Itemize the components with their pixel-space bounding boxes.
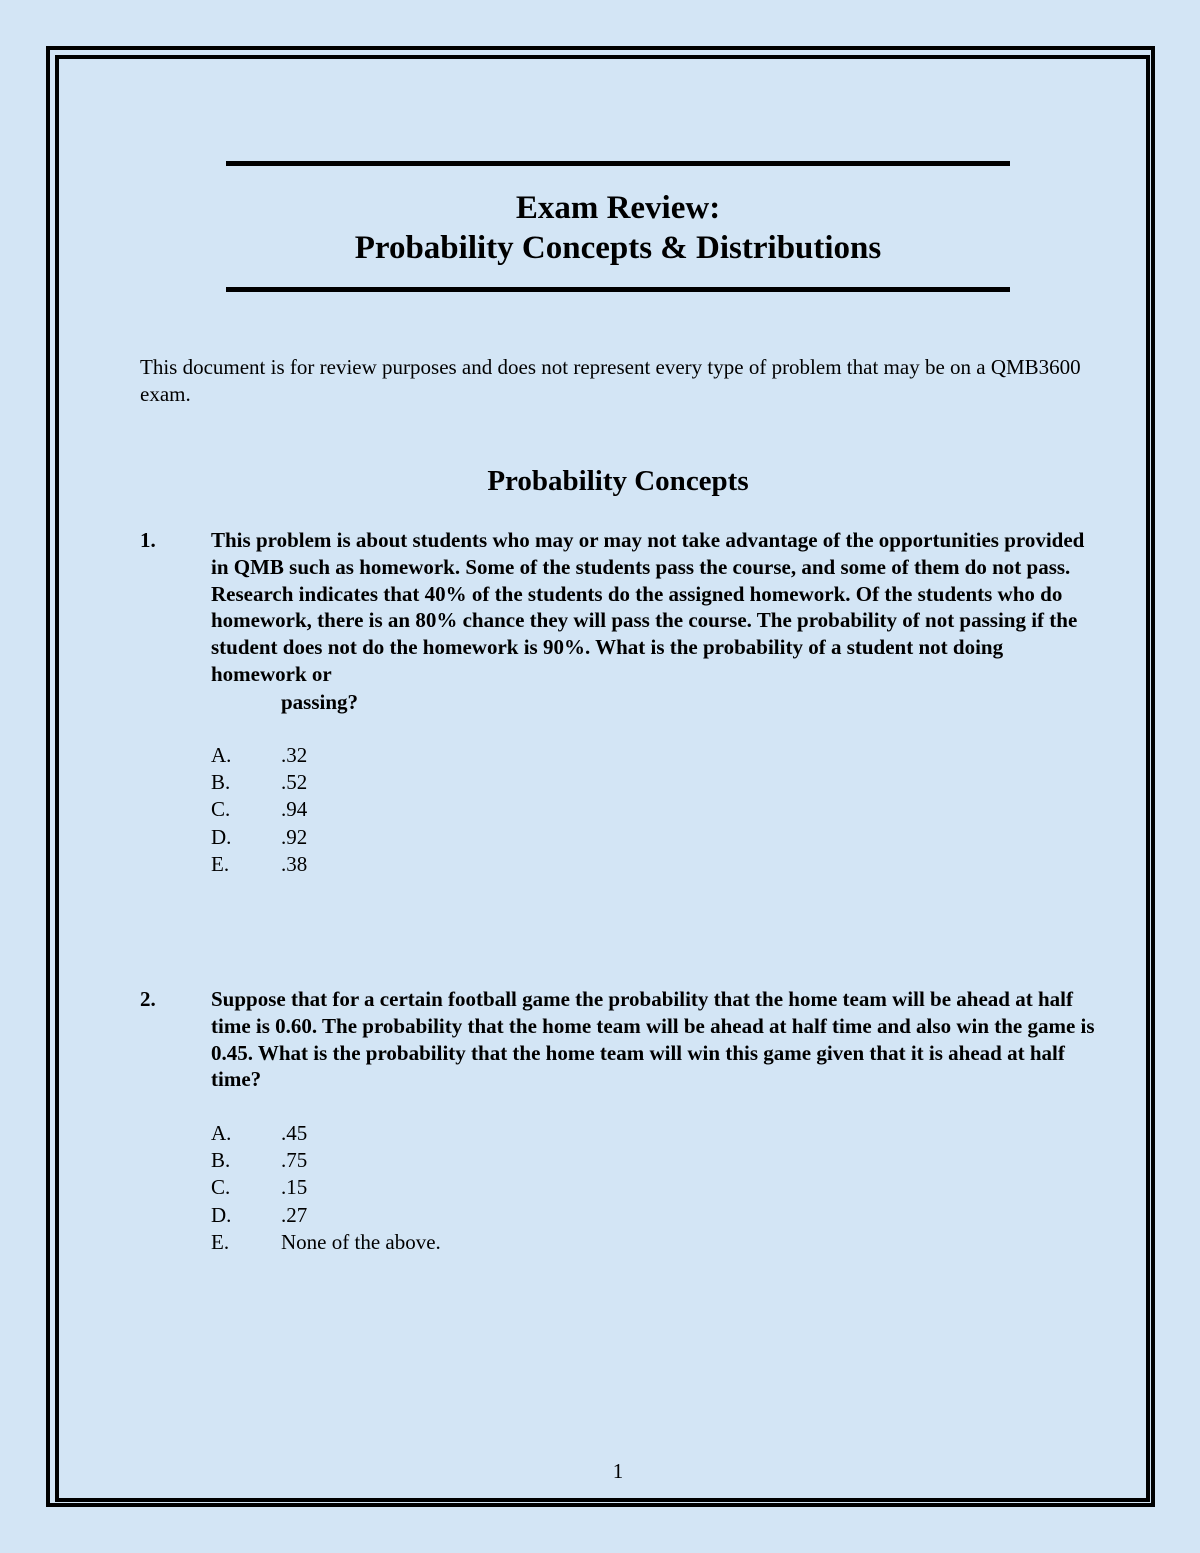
choice-value: .75 (281, 1148, 308, 1173)
choice-value: .32 (281, 743, 308, 767)
choice-letter: E. (211, 1229, 230, 1254)
section-heading: Probability Concepts (487, 465, 749, 497)
choice-value: .52 (281, 770, 308, 795)
answer-choices (211, 742, 307, 878)
choice-letter: D. (211, 824, 232, 849)
answer-choice[interactable] (211, 769, 307, 796)
question-text: Suppose that for a certain football game the probability that the home team will be ahead at half time is 0.60. The probability that the home team will be ahead at half time and also win the game is 0.45. What is the probability that the home team will win this game given that it is ahead at half time? (211, 987, 1095, 1092)
choice-value: .45 (281, 1121, 308, 1145)
choice-letter: A. (211, 1121, 232, 1145)
choice-value: None of the above. (281, 1229, 441, 1254)
answer-choice[interactable] (211, 824, 307, 851)
choice-letter: E. (211, 851, 230, 876)
answer-choice[interactable] (211, 796, 307, 823)
answer-choice[interactable] (211, 1120, 441, 1147)
answer-choices (211, 1120, 441, 1256)
choice-value: .38 (281, 851, 308, 876)
choice-letter: D. (211, 1202, 232, 1227)
intro-paragraph: This document is for review purposes and does not represent every type of problem that may be on a QMB3600 exam. (140, 355, 1081, 406)
choice-letter: B. (211, 770, 231, 795)
choice-letter: A. (211, 743, 232, 767)
answer-choice[interactable] (211, 1147, 441, 1174)
answer-choice[interactable] (211, 851, 307, 878)
answer-choice[interactable] (211, 1174, 441, 1201)
document-title-line-2: Probability Concepts & Distributions (354, 230, 882, 266)
question-number: 2. (140, 987, 156, 1011)
question-number: 1. (140, 528, 156, 552)
question-text: This problem is about students who may or may not take advantage of the opportunities provided in QMB such as homework. Some of the students pass the course, and some of them do not pass. Research indicates that 40% of the students do the assigned homework. Of the students who do homework, there is an 80% chance they will pass the course. The probability of not passing if the student does not do the homework is 90%. What is the probability of a student not doing homework or (211, 528, 1085, 686)
title-rule-top (226, 161, 1010, 166)
choice-letter: C. (211, 1175, 231, 1200)
document-title-line-1: Exam Review: (515, 190, 721, 226)
question-text-continuation: passing? (281, 690, 359, 714)
page-number: 1 (612, 1459, 624, 1483)
choice-value: .27 (281, 1202, 308, 1227)
title-rule-bottom (226, 287, 1010, 292)
choice-value: .94 (281, 797, 308, 822)
choice-value: .92 (281, 824, 308, 849)
answer-choice[interactable] (211, 742, 307, 769)
answer-choice[interactable] (211, 1229, 441, 1256)
answer-choice[interactable] (211, 1202, 441, 1229)
choice-value: .15 (281, 1175, 308, 1200)
choice-letter: C. (211, 797, 231, 822)
choice-letter: B. (211, 1148, 231, 1173)
